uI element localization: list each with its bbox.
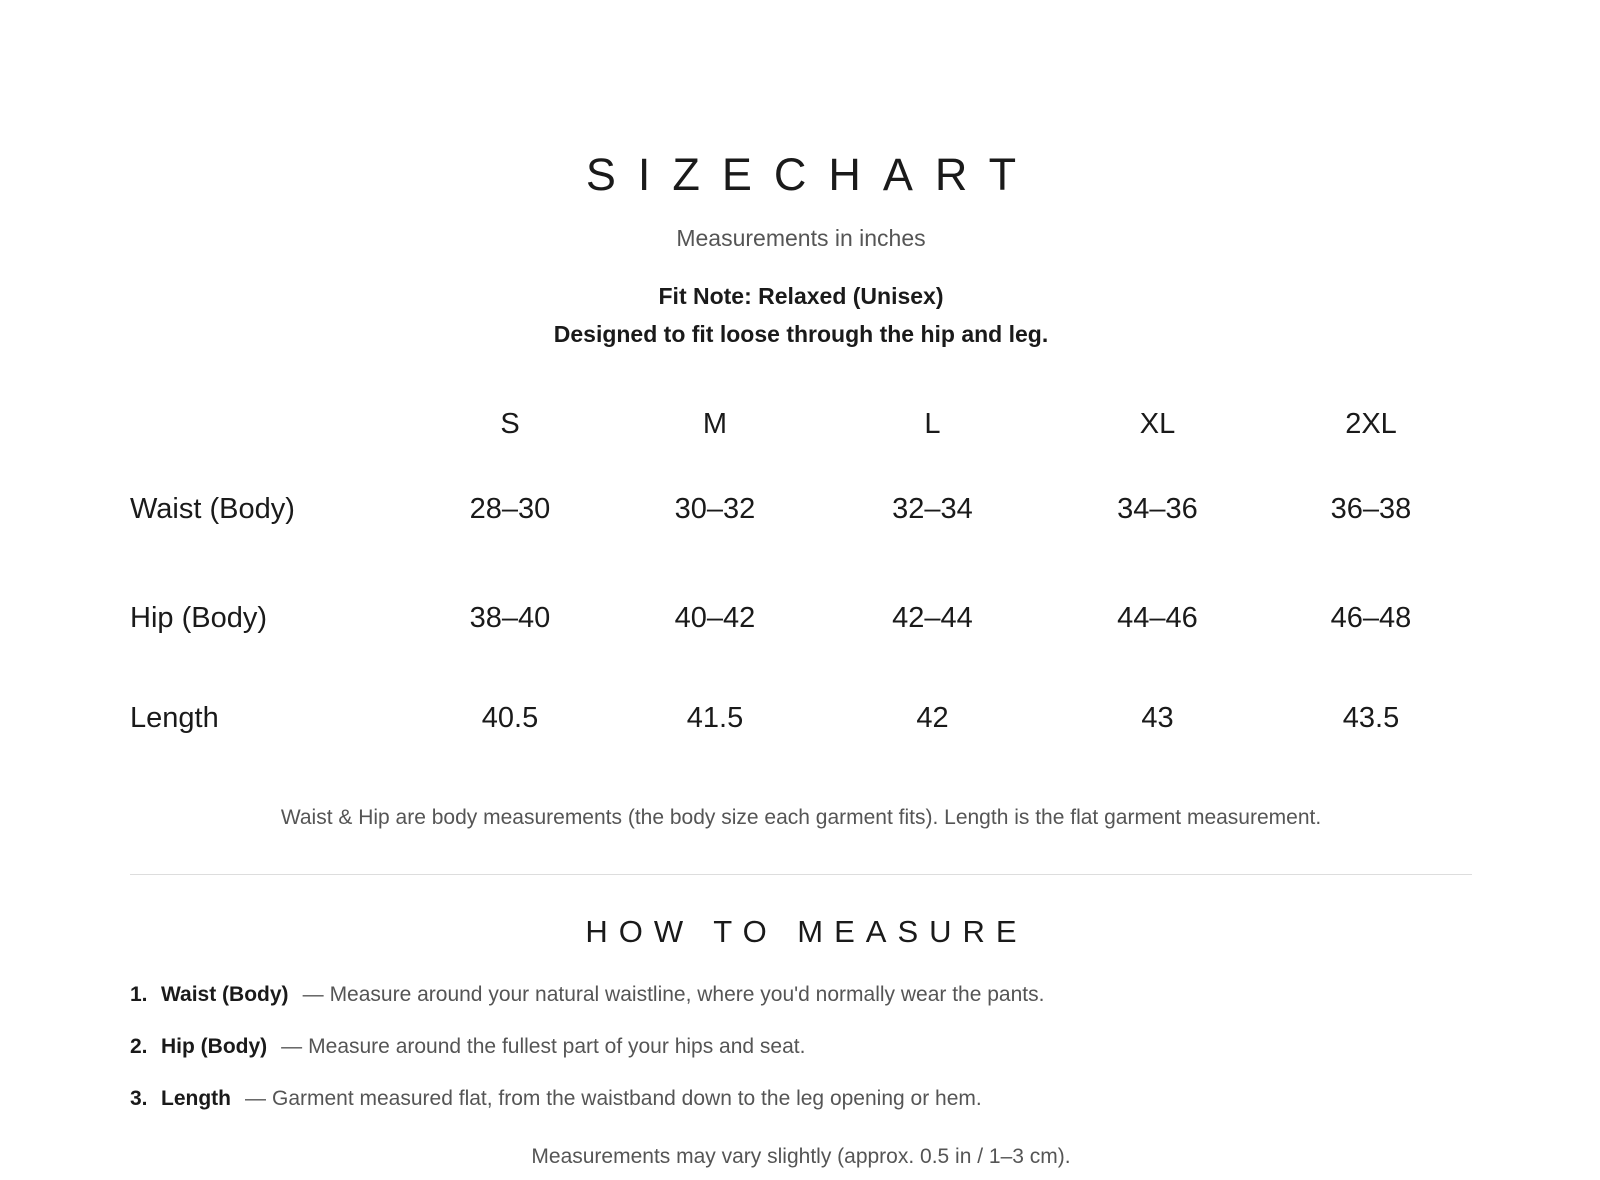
step-number: 3. bbox=[130, 1087, 148, 1110]
how-to-measure-list bbox=[130, 980, 1472, 1136]
list-item bbox=[130, 1084, 1472, 1136]
step-dash: — bbox=[281, 1035, 303, 1058]
step-text: Garment measured flat, from the waistband down to the leg opening or hem. bbox=[271, 1087, 982, 1110]
step-number: 1. bbox=[130, 983, 148, 1006]
table-cell: 30–32 bbox=[674, 492, 756, 525]
table-cell: 42 bbox=[916, 701, 949, 734]
table-cell: 28–30 bbox=[469, 492, 551, 525]
page-title: SIZECHART bbox=[585, 149, 1039, 200]
table-cell: 32–34 bbox=[892, 492, 973, 525]
size-table bbox=[130, 398, 1472, 768]
step-number: 2. bbox=[130, 1035, 148, 1058]
measurement-note: Waist & Hip are body measurements (the body size each garment fits). Length is the flat garment measurement. bbox=[280, 806, 1322, 829]
table-cell: 34–36 bbox=[1117, 492, 1198, 525]
step-dash: — bbox=[302, 983, 324, 1006]
size-chart-page bbox=[130, 0, 1472, 1180]
table-cell: 46–48 bbox=[1330, 601, 1412, 634]
table-cell: 36–38 bbox=[1330, 492, 1412, 525]
size-header: 2XL bbox=[1345, 407, 1397, 440]
table-cell: 40.5 bbox=[481, 701, 539, 734]
list-item bbox=[130, 1032, 1472, 1084]
size-header-row bbox=[130, 398, 1472, 450]
table-cell: 40–42 bbox=[674, 601, 756, 634]
size-header: L bbox=[924, 407, 941, 440]
fit-note-line-2: Designed to fit loose through the hip and leg. bbox=[553, 321, 1049, 347]
row-label: Waist (Body) bbox=[130, 492, 295, 525]
table-row bbox=[130, 450, 1472, 568]
how-to-measure-title: HOW TO MEASURE bbox=[585, 914, 1028, 949]
table-row bbox=[130, 668, 1472, 768]
table-cell: 43 bbox=[1141, 701, 1174, 734]
fit-note-line-1: Fit Note: Relaxed (Unisex) bbox=[658, 283, 944, 309]
table-cell: 41.5 bbox=[686, 701, 744, 734]
step-term: Length bbox=[161, 1087, 231, 1110]
table-cell: 43.5 bbox=[1342, 701, 1400, 734]
table-cell: 38–40 bbox=[469, 601, 551, 634]
fit-note bbox=[130, 277, 1472, 353]
corner-cell bbox=[130, 398, 410, 450]
list-item bbox=[130, 980, 1472, 1032]
table-cell: 42–44 bbox=[892, 601, 973, 634]
table-cell: 44–46 bbox=[1117, 601, 1198, 634]
step-text: Measure around the fullest part of your hips and seat. bbox=[308, 1035, 806, 1058]
row-label: Length bbox=[130, 701, 219, 734]
size-header: XL bbox=[1139, 407, 1176, 440]
step-term: Waist (Body) bbox=[161, 983, 289, 1006]
section-divider bbox=[130, 874, 1472, 875]
row-label: Hip (Body) bbox=[130, 601, 267, 634]
size-header: M bbox=[702, 407, 728, 440]
variance-footer: Measurements may vary slightly (approx. 0.5 in / 1–3 cm). bbox=[531, 1145, 1071, 1168]
step-text: Measure around your natural waistline, where you'd normally wear the pants. bbox=[329, 983, 1045, 1006]
step-dash: — bbox=[244, 1087, 266, 1110]
step-term: Hip (Body) bbox=[161, 1035, 268, 1058]
table-row bbox=[130, 568, 1472, 668]
units-subtitle: Measurements in inches bbox=[676, 225, 926, 251]
size-header: S bbox=[500, 407, 520, 440]
